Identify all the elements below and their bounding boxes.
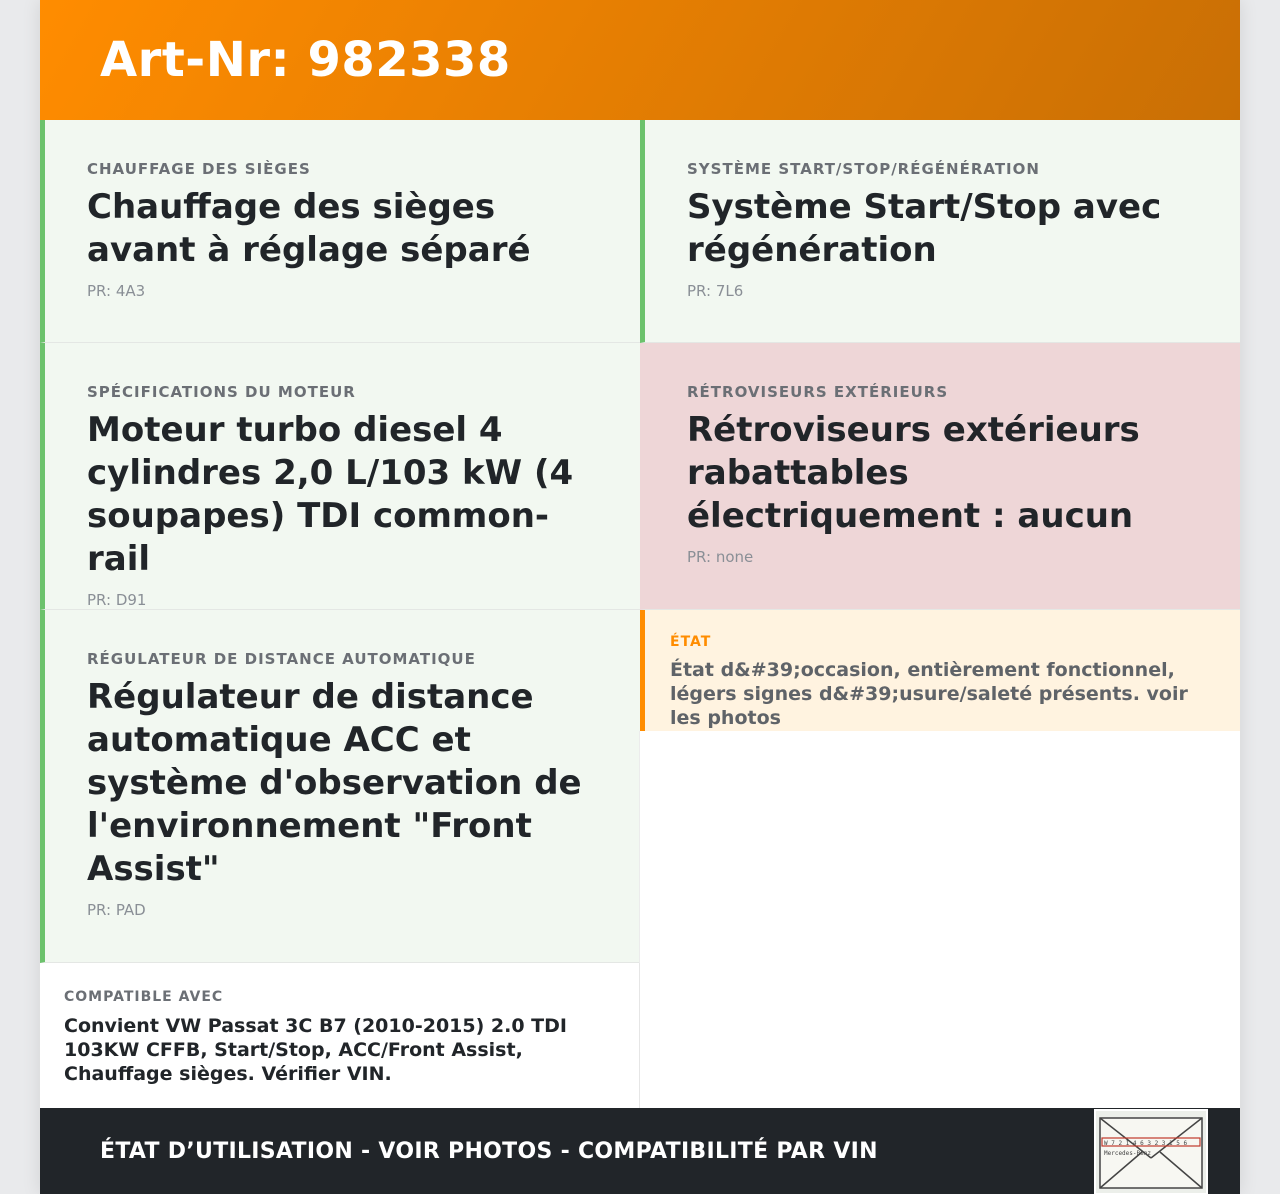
- feature-title: Rétroviseurs extérieurs rabattables électriquement : aucun: [687, 410, 1140, 536]
- condition-label: ÉTAT: [670, 634, 712, 650]
- compatibility-label: COMPATIBLE AVEC: [64, 989, 224, 1005]
- feature-card-mirrors: [640, 343, 1240, 610]
- feature-category: CHAUFFAGE DES SIÈGES: [87, 160, 311, 178]
- compatibility-text: Convient VW Passat 3C B7 (2010-2015) 2.0 TDI 103KW CFFB, Start/Stop, ACC/Front Assist, Chauffage sièges. Vérifier VIN.: [64, 1015, 567, 1085]
- feature-title: Chauffage des sièges avant à réglage séparé: [87, 187, 531, 270]
- feature-category: RÉTROVISEURS EXTÉRIEURS: [687, 383, 949, 401]
- header: [40, 0, 1240, 120]
- footer-label: ÉTAT D’UTILISATION - VOIR PHOTOS - COMPATIBILITÉ PAR VIN: [100, 1138, 878, 1164]
- feature-category: SPÉCIFICATIONS DU MOTEUR: [87, 383, 356, 401]
- feature-pr-code: PR: 7L6: [687, 282, 744, 300]
- page: [40, 0, 1240, 1194]
- feature-category: SYSTÈME START/STOP/RÉGÉNÉRATION: [687, 160, 1040, 178]
- feature-pr-code: PR: 4A3: [87, 282, 146, 300]
- condition-box: [640, 610, 1240, 731]
- article-number-title: Art-Nr: 982338: [100, 32, 511, 88]
- condition-text: État d&#39;occasion, entièrement fonctionnel, légers signes d&#39;usure/saleté présents. voir les photos: [670, 659, 1188, 729]
- column-divider: [639, 731, 640, 963]
- feature-card-seat-heating: [40, 120, 640, 343]
- compatibility-box: [40, 963, 640, 1108]
- envelope-stamp-logo: [1092, 1108, 1210, 1194]
- feature-card-start-stop: [640, 120, 1240, 343]
- logo-line-1: W 7 2 1 4 6 3 2 3 1 5 6: [1104, 1140, 1188, 1147]
- feature-category: RÉGULATEUR DE DISTANCE AUTOMATIQUE: [87, 650, 476, 668]
- feature-card-engine: [40, 343, 640, 610]
- logo-line-2: Mercedes-Benz: [1104, 1150, 1151, 1157]
- footer: [40, 1108, 1240, 1194]
- feature-title: Moteur turbo diesel 4 cylindres 2,0 L/103 kW (4 soupapes) TDI common-rail: [87, 410, 574, 579]
- feature-pr-code: PR: D91: [87, 591, 147, 609]
- feature-title: Régulateur de distance automatique ACC et système d'observation de l'environnement "Front Assist": [87, 677, 582, 889]
- feature-pr-code: PR: PAD: [87, 901, 146, 919]
- feature-title: Système Start/Stop avec régénération: [687, 187, 1162, 270]
- feature-card-acc: [40, 610, 640, 963]
- feature-grid: [40, 120, 1240, 1108]
- feature-pr-code: PR: none: [687, 548, 754, 566]
